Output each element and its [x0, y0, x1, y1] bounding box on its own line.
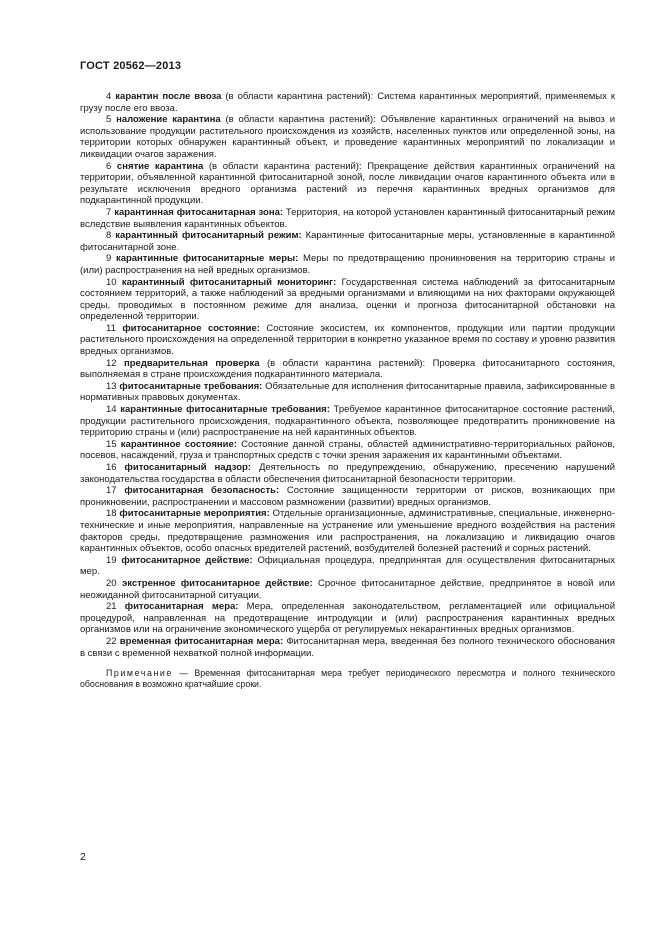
- terms-list: [80, 91, 615, 690]
- term-definition: Состояние защищенности территории от рисков, возникающих при проникновении, распространении и массовом размножении (развитии) вредных организмов.: [80, 485, 615, 508]
- term-number: 12: [106, 357, 117, 369]
- term-entry-9: [80, 253, 615, 276]
- term-number: 10: [106, 276, 117, 288]
- term-definition: Официальная процедура, предпринятая для осуществления фитосанитарных мер.: [80, 554, 615, 578]
- term-name: фитосанитарное состояние:: [122, 322, 260, 334]
- term-number: 15: [106, 438, 117, 450]
- term-entry-22: [80, 636, 615, 659]
- term-definition: Карантинные фитосанитарные меры, установленные в карантинной фитосанитарной зоне.: [80, 230, 615, 253]
- term-name: карантинный фитосанитарный режим:: [115, 230, 302, 242]
- term-number: 9: [106, 253, 112, 265]
- term-definition: (в области карантина растений): Объявление карантинных ограничений на вывоз и использование продукции растительного происхождения из хозяйств, населенных пунктов или определенной зоны, на территории которых обнаружен карантинный объект, и проведение карантинных мероприятий по локализации и ликвидации очагов заражения.: [80, 114, 616, 160]
- term-name: фитосанитарный надзор:: [124, 462, 251, 473]
- term-entry-15: [80, 439, 615, 462]
- term-number: 16: [106, 462, 117, 473]
- term-definition: Мера, определенная законодательством, регламентацией или официальной процедурой, направленная на предотвращение интродукции и (или) распространения карантинных вредных организмов или на ограничение экономического ущерба от регулируемых некарантинных вредных организмов.: [80, 601, 616, 636]
- term-name: фитосанитарная мера:: [124, 601, 239, 613]
- term-name: фитосанитарные мероприятия:: [119, 508, 270, 520]
- term-name: временная фитосанитарная мера:: [119, 635, 284, 647]
- note-paragraph: [80, 668, 615, 690]
- term-name: снятие карантина: [116, 160, 204, 172]
- term-number: 21: [106, 601, 117, 613]
- term-name: карантинные фитосанитарные требования:: [120, 404, 330, 416]
- term-number: 14: [106, 404, 117, 416]
- document-header: ГОСТ 20562—2013: [80, 60, 182, 72]
- term-number: 6: [106, 160, 112, 172]
- term-number: 11: [106, 322, 116, 334]
- term-name: карантинные фитосанитарные меры:: [115, 253, 299, 265]
- term-name: карантинное состояние:: [120, 438, 237, 450]
- term-number: 17: [106, 485, 117, 497]
- term-definition: Меры по предотвращению проникновения на территорию страны и (или) распространения на ней вредных организмов.: [80, 253, 616, 276]
- term-entry-11: [80, 323, 615, 358]
- term-number: 5: [106, 114, 112, 126]
- term-entry-14: [80, 404, 615, 439]
- term-entry-7: [80, 207, 615, 230]
- term-entry-19: [80, 555, 615, 578]
- term-name: карантинная фитосанитарная зона:: [114, 206, 284, 218]
- term-name: экстренное фитосанитарное действие:: [121, 577, 313, 589]
- page-number: 2: [80, 851, 86, 863]
- term-entry-6: [80, 161, 615, 207]
- term-number: 13: [106, 380, 117, 392]
- term-entry-4: [80, 91, 615, 114]
- term-definition: Обязательные для исполнения фитосанитарные правила, зафиксированные в нормативных правовых документах.: [80, 380, 616, 404]
- term-number: 4: [106, 91, 112, 102]
- term-name: карантин после ввоза: [115, 91, 222, 102]
- term-entry-10: [80, 277, 615, 323]
- term-entry-21: [80, 601, 615, 636]
- term-number: 18: [106, 508, 117, 520]
- term-definition: Отдельные организационные, административные, специальные, инженерно-технические и иные мероприятия, направленные на устранение или уменьшение вредного воздействия на растения факторов среды, предотвращение размножения или распространения, на локализацию и ликвидацию очагов карантинных объектов, особо опасных вредителей растений, возбудителей болезней растений и сорных растений.: [80, 508, 615, 555]
- term-definition: Фитосанитарная мера, введенная без полного технического обоснования в связи с временной нехваткой полной информации.: [80, 635, 615, 659]
- term-entry-18: [80, 508, 615, 554]
- term-definition: Государственная система наблюдений за фитосанитарным состоянием территорий, а также наблюдений за вредными организмами и влияющими на них факторами окружающей среды, проводимых в постоянном режиме для анализа, оценки и прогноза фитосанитарной обстановки на определенной территории.: [80, 276, 615, 323]
- term-definition: (в области карантина растений): Проверка фитосанитарного состояния, выполняемая в стране происхождения подкарантинного материала.: [80, 357, 615, 381]
- term-definition: (в области карантина растений): Прекращение действия карантинных ограничений на территории, объявленной карантинной фитосанитарной зоной, после ликвидации очагов карантинного объекта или в результате исключения вредного организма растений из перечня карантинных вредных организмов для подкарантинной продукции.: [80, 160, 616, 207]
- term-number: 19: [106, 554, 117, 566]
- term-number: 7: [106, 206, 112, 218]
- term-definition: Требуемое карантинное фитосанитарное состояние растений, продукции растительного происхождения, подкарантинного объекта, позволяющее предотвратить проникновение на территорию страны и (или) распространение на ней карантинных объектов.: [80, 404, 616, 439]
- term-entry-16: [80, 462, 615, 485]
- note-label: Примечание: [106, 668, 173, 679]
- term-definition: Территория, на которой установлен карантинный фитосанитарный режим вследствие выявления карантинных объектов.: [80, 206, 615, 230]
- term-entry-12: [80, 358, 615, 381]
- term-name: предварительная проверка: [124, 357, 260, 369]
- term-entry-20: [80, 578, 615, 601]
- term-name: карантинный фитосанитарный мониторинг:: [121, 276, 337, 288]
- term-name: фитосанитарные требования:: [119, 380, 263, 392]
- term-name: наложение карантина: [116, 114, 221, 126]
- term-entry-8: [80, 230, 615, 253]
- term-number: 20: [106, 577, 117, 589]
- term-number: 8: [106, 230, 112, 242]
- term-entry-5: [80, 114, 615, 160]
- term-definition: Состояние данной страны, областей административно-территориальных районов, посевов, насаждений, груза и транспортных средств с точки зрения заражения их карантинными объектами.: [80, 438, 616, 462]
- term-entry-13: [80, 381, 615, 404]
- term-definition: Деятельность по предупреждению, обнаружению, пресечению нарушений законодательства государства в области обеспечения фитосанитарной безопасности территории.: [80, 462, 615, 485]
- note-dash: —: [172, 668, 195, 679]
- term-definition: Срочное фитосанитарное действие, предпринятое в новой или неожиданной фитосанитарной ситуации.: [80, 577, 616, 601]
- note-text: Временная фитосанитарная мера требует периодического пересмотра и полного технического обоснования в возможно кратчайшие сроки.: [80, 668, 615, 690]
- term-number: 22: [106, 635, 117, 647]
- term-definition: Состояние экосистем, их компонентов, продукции или партии продукции растительного происхождения на определенной территории в конкретно указанное время по составу и уровню развития вредных организмов.: [80, 322, 616, 358]
- term-name: фитосанитарная безопасность:: [124, 485, 280, 497]
- term-entry-17: [80, 485, 615, 508]
- term-name: фитосанитарное действие:: [121, 554, 253, 566]
- term-definition: (в области карантина растений): Система карантинных мероприятий, применяемых к грузу после его ввоза.: [80, 91, 615, 114]
